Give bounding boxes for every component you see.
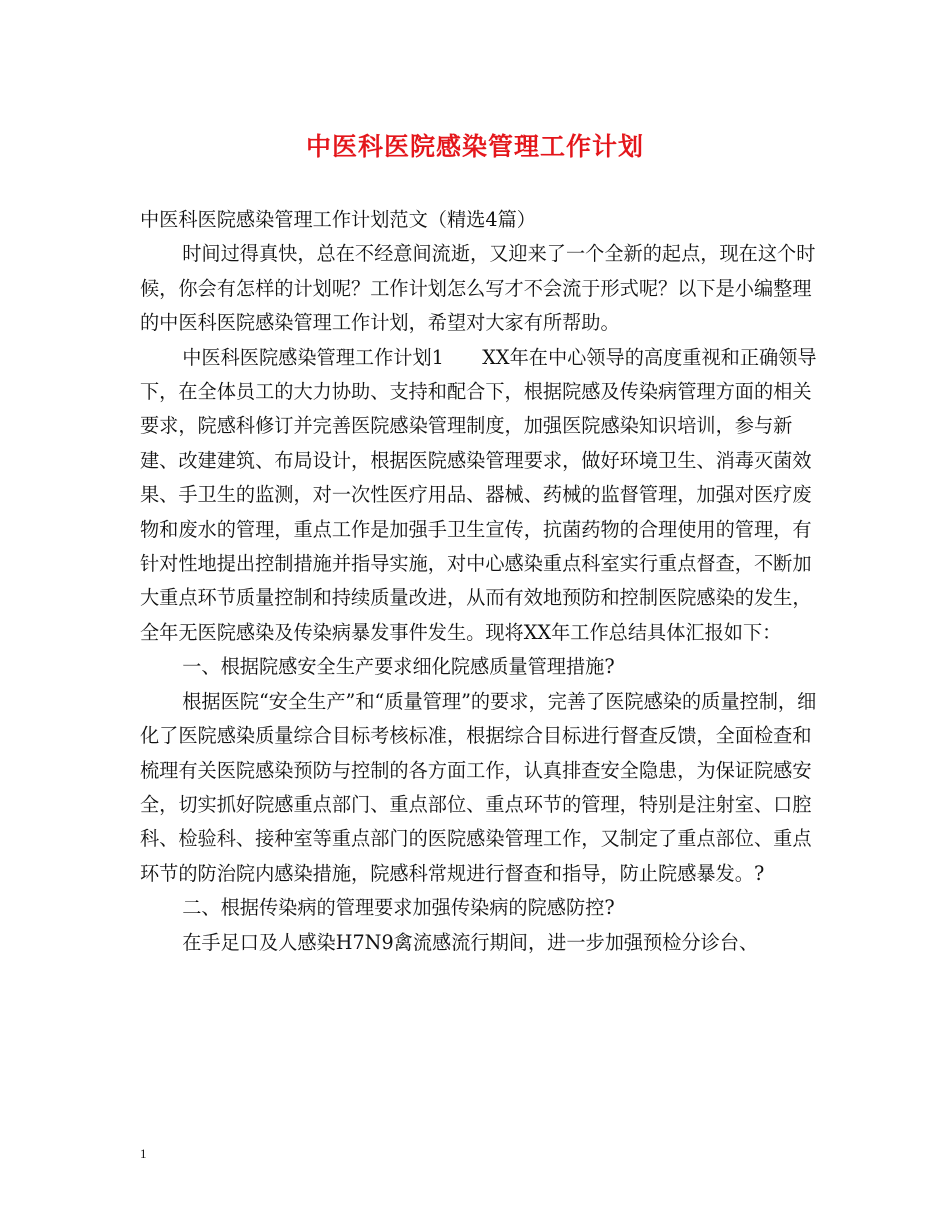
paragraph-section-1: 根据医院“安全生产”和“质量管理”的要求，完善了医院感染的质量控制，细化了医院感染质量综合目标考核标准，根据综合目标进行督查反馈，全面检查和梳理有关医院感染预防与控制的各方面工作，认真排查安全隐患，为保证院感安全，切实抓好院感重点部门、重点部位、重点环节的管理，特别是注射室、口腔科、检验科、接种室等重点部门的医院感染管理工作，又制定了重点部位、重点环节的防治院内感染措施，院感科常规进行督查和指导，防止院感暴发。? (140, 689, 817, 885)
document-subtitle: 中医科医院感染管理工作计划范文（精选4篇） (140, 208, 536, 231)
document-body (140, 203, 830, 960)
page-number: 1 (140, 1146, 147, 1161)
paragraph-intro: 时间过得真快，总在不经意间流逝，又迎来了一个全新的起点，现在这个时候，你会有怎样的计划呢？工作计划怎么写才不会流于形式呢？以下是小编整理的中医科医院感染管理工作计划，希望对大家有所帮助。 (140, 242, 816, 335)
section-heading-2: 二、根据传染病的管理要求加强传染病的院感防控? (182, 896, 615, 920)
section-heading-1: 一、根据院感安全生产要求细化院感质量管理措施? (182, 655, 615, 679)
paragraph-plan-1: 中医科医院感染管理工作计划1 XX年在中心领导的高度重视和正确领导下，在全体员工的大力协助、支持和配合下，根据院感及传染病管理方面的相关要求，院感科修订并完善医院感染管理制度，加强医院感染知识培训，参与新建、改建建筑、布局设计，根据医院感染管理要求，做好环境卫生、消毒灭菌效果、手卫生的监测，对一次性医疗用品、器械、药械的监督管理，加强对医疗废物和废水的管理，重点工作是加强手卫生宣传，抗菌药物的合理使用的管理，有针对性地提出控制措施并指导实施，对中心感染重点科室实行重点督查，不断加大重点环节质量控制和持续质量改进，从而有效地预防和控制医院感染的发生，全年无医院感染及传染病暴发事件发生。现将XX年工作总结具体汇报如下： (140, 345, 817, 644)
paragraph-section-2: 在手足口及人感染H7N9禽流感流行期间，进一步加强预检分诊台、 (182, 930, 759, 954)
document-title: 中医科医院感染管理工作计划 (305, 132, 644, 161)
